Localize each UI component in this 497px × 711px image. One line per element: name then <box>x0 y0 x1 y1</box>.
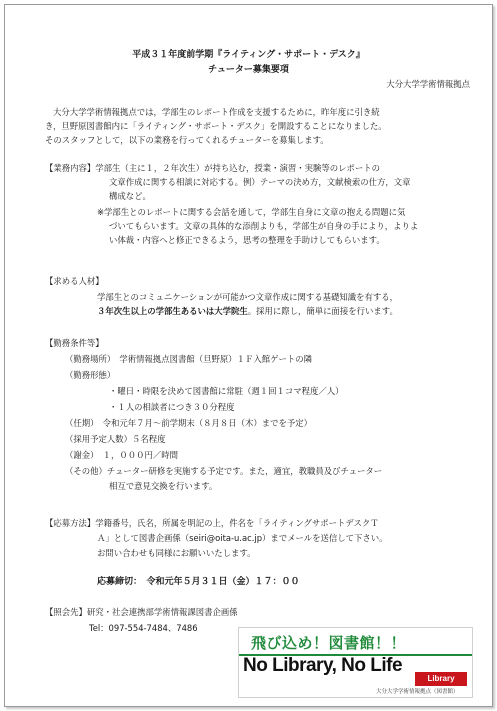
talent-line <box>97 305 398 317</box>
condition-line: （勤務場所） 学術情報拠点図書館（旦野原）１Ｆ入館ゲートの隣 <box>65 354 313 364</box>
condition-line: （その他）チューター研修を実施する予定です。また，適宜，教職員及びチューター <box>65 466 383 476</box>
intro-line: 大分大学学術情報拠点では，学部生のレポート作成を支援するために，昨年度に引き続 <box>53 107 380 117</box>
issuer: 大分大学学術情報拠点 <box>386 79 470 89</box>
condition-line: （任期） 令和元年７月～前学期末（８月８日（木）までを予定） <box>65 418 313 428</box>
talent-note: 。採用に際し，簡単に面接を行います。 <box>247 306 398 316</box>
intro-line: そのスタッフとして，以下の業務を行ってくれるチューターを募集します。 <box>45 135 329 145</box>
banner-caption: 大分大学学術情報拠点（図書館） <box>376 689 459 695</box>
intro-line: き，旦野原図書館内に「ライティング・サポート・デスク」を開設することになりました。 <box>45 121 387 131</box>
apply-line: 【応募方法】学籍番号，氏名，所属を明記の上，件名を「ライティングサポートデスクＴ <box>45 518 379 528</box>
apply-line: Ａ」として図書企画係（seiri@oita-u.ac.jp）までメールを送信して下さい。 <box>97 533 388 543</box>
duties-note-line: い体裁・内容へと修正できるよう，思考の整理を手助けしてもらいます。 <box>109 235 385 245</box>
duties-line: 構成など。 <box>109 191 151 201</box>
talent-requirement: ３年次生以上の学部生あるいは大学院生 <box>97 306 248 316</box>
condition-line: （採用予定人数）５名程度 <box>65 434 166 444</box>
condition-line: （謝金） １，０００円／時間 <box>65 450 179 460</box>
contact-phone: Tel：097-554-7484、7486 <box>89 623 198 633</box>
condition-line: ・曜日・時限を決めて図書館に常駐（週１回１コマ程度／人） <box>109 386 344 396</box>
banner-headline: 飛び込め！図書館！！ <box>251 634 407 652</box>
condition-line: ・１人の相談者につき３０分程度 <box>109 402 235 412</box>
document-title: 平成３１年度前学期『ライティング・サポート・デスク』 <box>132 50 365 60</box>
talent-line: 学部生とのコミュニケーションが可能かつ文章作成に関する基礎知識を有する， <box>97 292 398 302</box>
condition-line: （勤務形態） <box>65 370 116 380</box>
document-page <box>4 4 493 707</box>
document-subtitle: チューター募集要項 <box>208 65 289 75</box>
duties-line: 【業務内容】学部生（主に１，２年次生）が持ち込む，授業・演習・実験等のレポートの <box>45 163 380 173</box>
banner-slogan: No Library, No Life <box>243 655 403 676</box>
conditions-heading: 【勤務条件等】 <box>45 338 104 348</box>
deadline: 応募締切： 令和元年５月３１日（金）１７：００ <box>97 577 300 587</box>
condition-line: 相互で意見交換を行います。 <box>109 481 218 491</box>
contact-heading: 【照会先】研究・社会連携部学術情報課図書企画係 <box>45 607 238 617</box>
library-banner <box>238 627 473 698</box>
duties-line: 文章作成に関する相談に対応する。例）テーマの決め方，文献検索の仕方，文章 <box>109 177 411 187</box>
talent-heading: 【求める人材】 <box>45 276 104 286</box>
library-badge: Library <box>415 672 467 686</box>
duties-note-line: ※学部生とのレポートに関する会話を通して，学部生自身に文章の抱える問題に気 <box>97 207 406 217</box>
apply-line: お問い合わせも同様にお願いいたします。 <box>97 548 256 558</box>
duties-note-line: づいてもらいます。文章の具体的な添削よりも，学部生が自身の手により，よりよ <box>109 221 419 231</box>
